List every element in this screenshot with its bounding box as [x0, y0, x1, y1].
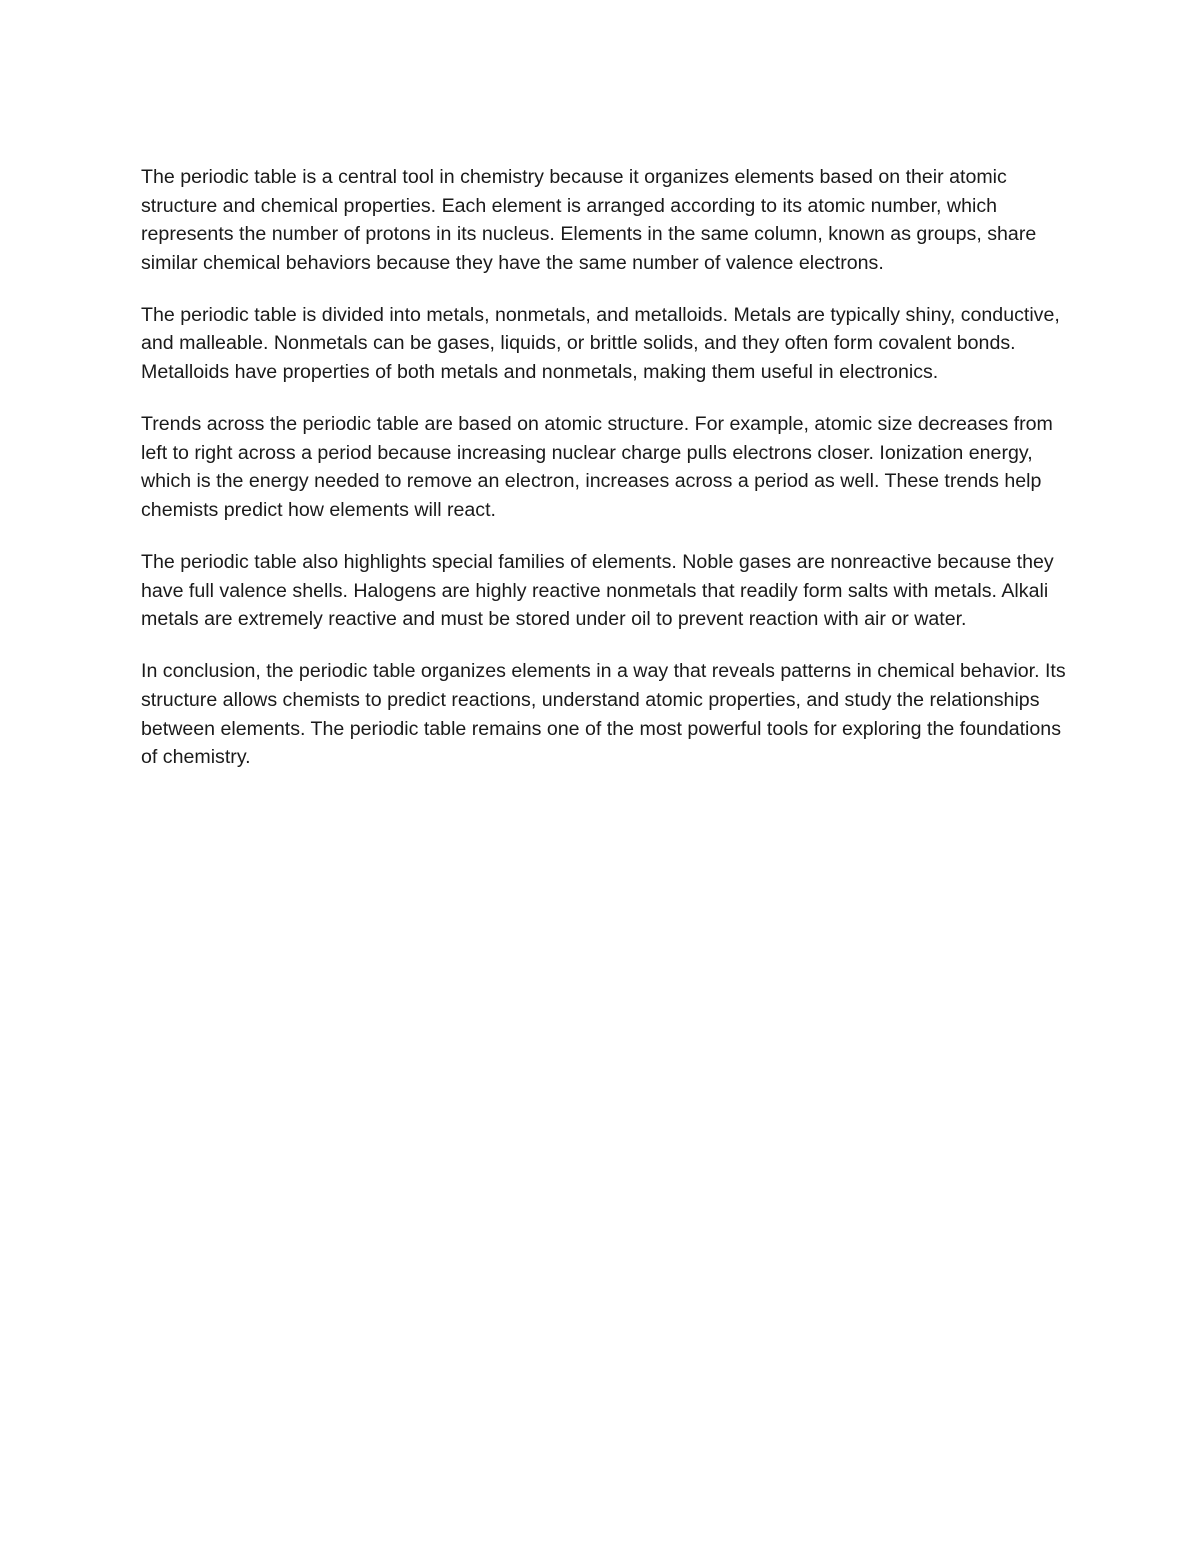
paragraph-classification: The periodic table is divided into metals, nonmetals, and metalloids. Metals are typically shiny, conductive, and malleable. Nonmetals can be gases, liquids, or brittle solids, and they often form covalent bonds. Metalloids have properties of both metals and nonmetals, making them useful in electronics. — [141, 303, 1060, 384]
paragraph-intro: The periodic table is a central tool in chemistry because it organizes elements based on their atomic structure and chemical properties. Each element is arranged according to its atomic number, which represents the number of protons in its nucleus. Elements in the same column, known as groups, share similar chemical behaviors because they have the same number of valence electrons. — [141, 166, 1037, 274]
paragraph-trends: Trends across the periodic table are based on atomic structure. For example, atomic size decreases from left to right across a period because increasing nuclear charge pulls electrons closer. Ionization energy, which is the energy needed to remove an electron, increases across a period as well. These trends help chemists predict how elements will react. — [141, 413, 1053, 521]
paragraph-conclusion: In conclusion, the periodic table organizes elements in a way that reveals patterns in chemical behavior. Its structure allows chemists to predict reactions, understand atomic properties, and study the relationships between elements. The periodic table remains one of the most powerful tools for exploring the foundations of chemistry. — [141, 660, 1066, 769]
paragraph-families: The periodic table also highlights special families of elements. Noble gases are nonreactive because they have full valence shells. Halogens are highly reactive nonmetals that readily form salts with metals. Alkali metals are extremely reactive and must be stored under oil to prevent reaction with air or water. — [141, 551, 1054, 631]
document-body — [141, 163, 1071, 772]
